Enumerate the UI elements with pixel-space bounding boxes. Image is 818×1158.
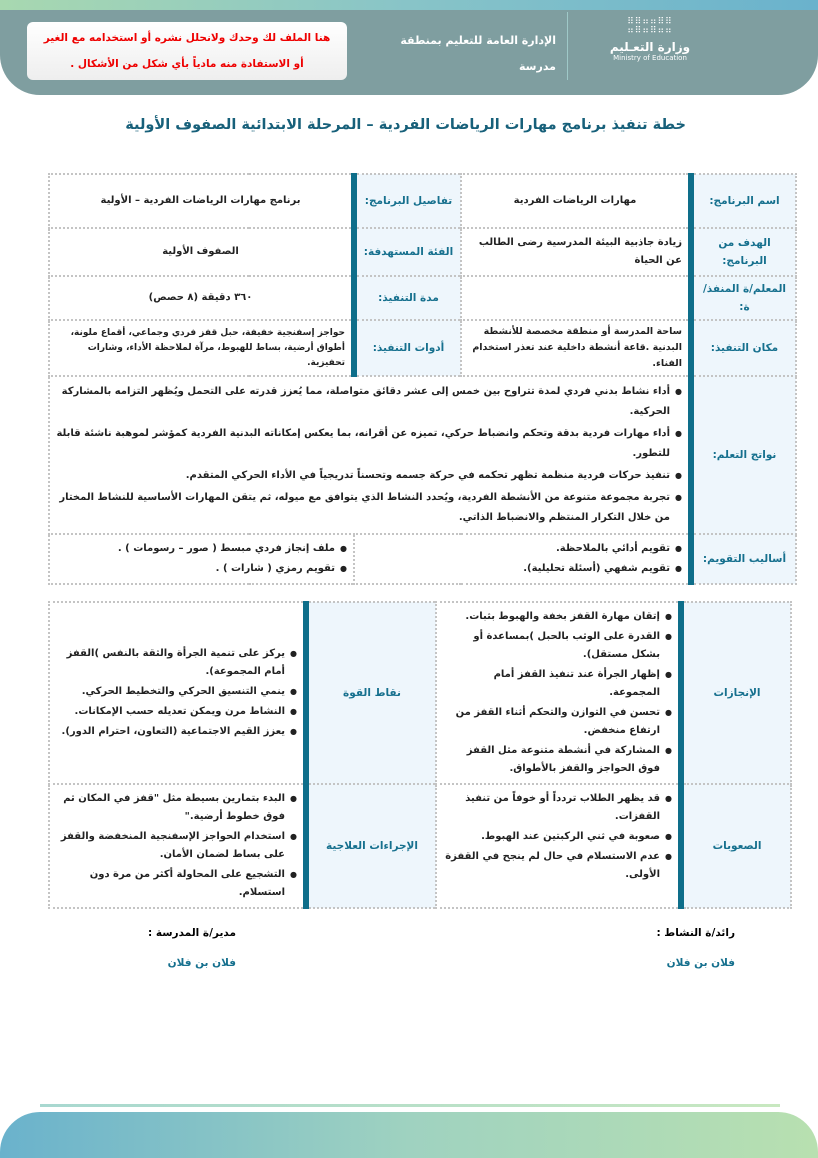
remedial-cell: [49, 784, 306, 908]
list-item: ● ملف إنجاز فردي مبسط ( صور – رسومات ) .: [56, 540, 347, 558]
evaluation-cell-b: [49, 534, 354, 584]
ministry-name-ar: وزارة التعـليم: [609, 40, 691, 54]
ministry-name-en: Ministry of Education: [613, 54, 687, 62]
outcomes-cell: [49, 376, 691, 534]
program-info-table: [48, 173, 797, 585]
list-item: ● تقويم رمزي ( شارات ) .: [56, 560, 347, 578]
achievements-cell: [436, 602, 681, 784]
tools-label: أدوات التنفيذ:: [354, 320, 461, 376]
achievements-label: الإنجازات: [681, 602, 791, 784]
place-label: مكان التنفيذ:: [691, 320, 796, 376]
details-label: تفاصيل البرنامج:: [354, 174, 461, 228]
difficulties-label: الصعوبات: [681, 784, 791, 908]
directorate-label: الإدارة العامة للتعليم بمنطقة: [400, 34, 556, 47]
difficulties-cell: [436, 784, 681, 908]
leader-label: رائد/ة النشاط :: [656, 927, 735, 939]
details: برنامج مهارات الرياضات الفردية – الأولية: [49, 174, 354, 228]
duration-label: مدة التنفيذ:: [354, 276, 461, 320]
strengths-label: نقاط القوة: [306, 602, 436, 784]
divider: [567, 12, 568, 80]
duration: ٣٦٠ دقيقة (٨ حصص): [49, 276, 354, 320]
outcomes-label: نواتج التعلم:: [691, 376, 796, 534]
target-label: الفئة المستهدفة:: [354, 228, 461, 276]
strengths-cell: [49, 602, 306, 784]
list-item: ● يركز على تنمية الجرأة والثقة بالنفس )القفز أمام المجموعة).: [56, 645, 297, 681]
goal: زيادة جاذبية البيئة المدرسية رضى الطالب عن الحياة: [461, 228, 691, 276]
list-item: ● تنفيذ حركات فردية منظمة تظهر تحكمه في حركة جسمه وتحسناً تدريجياً في الأداء الحركي المتقدم.: [56, 466, 682, 486]
list-item: ● إظهار الجرأة عند تنفيذ القفز أمام المجموعة.: [443, 666, 672, 702]
list-item: ● ينمي التنسيق الحركي والتخطيط الحركي.: [56, 683, 297, 701]
list-item: ● أداء مهارات فردية بدقة وتحكم وانضباط حركي، تميزه عن أقرانه، بما يعكس إمكاناته البدنية الفردية كمؤشر لموهبة ناشئة قابلة للتطور.: [56, 424, 682, 464]
copyright-notice: [27, 22, 347, 80]
teacher-label: المعلم/ة المنفذ/ة:: [691, 276, 796, 320]
list-item: ● استخدام الحواجز الإسفنجية المنخفضة والقفز على بساط لضمان الأمان.: [56, 828, 297, 864]
school-label: مدرسة: [519, 60, 556, 73]
logo-dots-icon: ⠿⠿⠶⠶⠿⠿ ⠶⠿⠶⠿⠶⠶: [627, 17, 673, 36]
footer-band: [0, 1112, 818, 1158]
place: ساحة المدرسة أو منطقة مخصصة للأنشطة البدنية .قاعة أنشطة داخلية عند تعذر استخدام الفناء.: [461, 320, 691, 376]
footer-line: [40, 1104, 780, 1107]
list-item: ● أداء نشاط بدني فردي لمدة تتراوح بين خمس إلى عشر دقائق متواصلة، مما يُعزز قدرته على التحمل ويُظهر التزامه بالمشاركة الحركية.: [56, 382, 682, 422]
principal-label: مدير/ة المدرسة :: [148, 927, 236, 939]
list-item: ● تقويم شفهي (أسئلة تحليلية).: [361, 560, 682, 578]
ministry-logo: [600, 18, 700, 78]
principal-name: فلان بن فلان: [167, 957, 236, 969]
teacher[interactable]: [461, 276, 691, 320]
tools: حواجز إسفنجية خفيفة، حبل قفز فردي وجماعي، أقماع ملونة، أطواق أرضية، بساط للهبوط، مرآة لملاحظة الأداء، وشارات تحفيزية.: [49, 320, 354, 376]
list-item: ● تجربة مجموعة متنوعة من الأنشطة الفردية، ويُحدد النشاط الذي يتوافق مع ميوله، ثم يتقن المهارات الأساسية للنشاط المختار من خلال التكرار المنتظم والانضباط الذاتي.: [56, 488, 682, 528]
evaluation-label: أساليب التقويم:: [691, 534, 796, 584]
page-title: خطة تنفيذ برنامج مهارات الرياضات الفردية – المرحلة الابتدائية الصفوف الأولية: [125, 117, 686, 133]
list-item: ● القدرة على الوثب بالحبل )بمساعدة أو بشكل مستقل).: [443, 628, 672, 664]
remedial-label: الإجراءات العلاجية: [306, 784, 436, 908]
list-item: ● النشاط مرن ويمكن تعديله حسب الإمكانات.: [56, 703, 297, 721]
list-item: ● قد يظهر الطلاب تردداً أو خوفاً من تنفيذ القفزات.: [443, 790, 672, 826]
goal-label: الهدف من البرنامج:: [691, 228, 796, 276]
list-item: ● عدم الاستسلام في حال لم ينجح في القفزة الأولى.: [443, 848, 672, 884]
list-item: ● إتقان مهارة القفز بخفة والهبوط بثبات.: [443, 608, 672, 626]
directorate-info: [400, 28, 556, 80]
list-item: ● المشاركة في أنشطة متنوعة مثل القفز فوق الحواجز والقفز بالأطواق.: [443, 742, 672, 778]
leader-name: فلان بن فلان: [666, 957, 735, 969]
notice-line: هنا الملف لك وحدك ولانحلل نشره أو استخدامه مع الغير: [43, 32, 331, 44]
list-item: ● يعزز القيم الاجتماعية (التعاون، احترام الدور).: [56, 723, 297, 741]
evaluation-cell-a: [354, 534, 691, 584]
signatures: [48, 927, 795, 969]
notice-line: أو الاستفادة منه مادياً بأي شكل من الأشكال .: [70, 58, 304, 70]
list-item: ● تحسن في التوازن والتحكم أثناء القفز من ارتفاع منخفض.: [443, 704, 672, 740]
principal-signature: [148, 927, 236, 969]
outcomes-list: [56, 382, 682, 528]
header-band: [0, 0, 818, 95]
leader-signature: [656, 927, 735, 969]
list-item: ● تقويم أدائي بالملاحظة.: [361, 540, 682, 558]
list-item: ● صعوبة في ثني الركبتين عند الهبوط.: [443, 828, 672, 846]
content-column: [48, 173, 795, 969]
list-item: ● البدء بتمارين بسيطة مثل "قفز في المكان ثم فوق خطوط أرضية.": [56, 790, 297, 826]
program-name-label: اسم البرنامج:: [691, 174, 796, 228]
list-item: ● التشجيع على المحاولة أكثر من مرة دون استسلام.: [56, 866, 297, 902]
review-table: [48, 601, 792, 909]
target: الصفوف الأولية: [49, 228, 354, 276]
program-name: مهارات الرياضات الفردية: [461, 174, 691, 228]
header-stripe: [0, 0, 818, 10]
